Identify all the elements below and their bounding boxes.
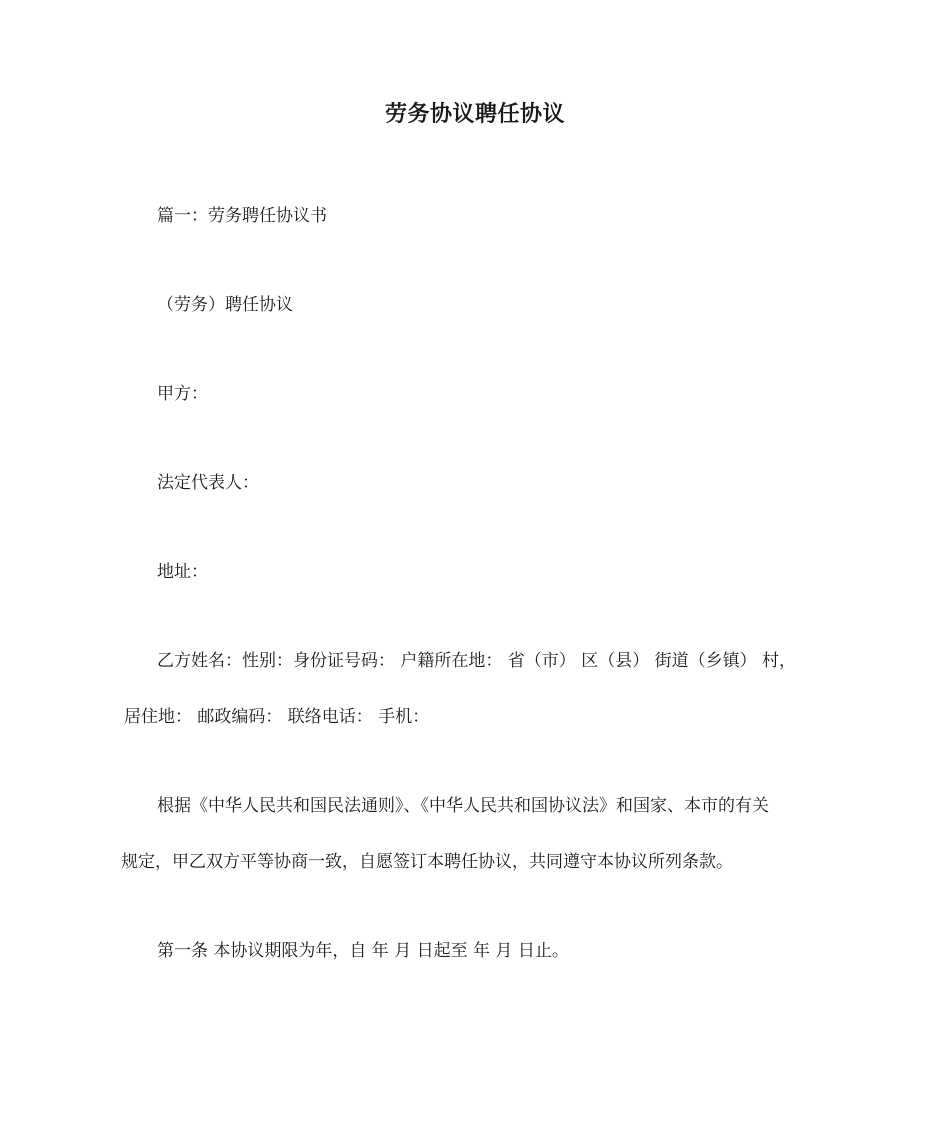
legal-representative-field: 法定代表人： — [157, 473, 259, 493]
party-b-info-line-1: 乙方姓名：性别：身份证号码： 户籍所在地： 省（市） 区（县） 街道（乡镇） 村， — [157, 651, 797, 671]
preamble-line-1: 根据《中华人民共和国民法通则》、《中华人民共和国协议法》和国家、本市的有关 — [157, 796, 769, 816]
agreement-subtitle: （劳务）聘任协议 — [157, 295, 293, 315]
section-heading: 篇一：劳务聘任协议书 — [157, 206, 327, 226]
article-one: 第一条 本协议期限为年，自 年 月 日起至 年 月 日止。 — [157, 941, 569, 961]
party-a-field: 甲方： — [157, 384, 208, 404]
party-b-info-line-2: 居住地： 邮政编码： 联络电话： 手机： — [124, 707, 430, 727]
document-title: 劳务协议聘任协议 — [384, 102, 565, 127]
address-field: 地址： — [157, 562, 208, 582]
preamble-line-2: 规定，甲乙双方平等协商一致，自愿签订本聘任协议，共同遵守本协议所列条款。 — [121, 852, 733, 872]
